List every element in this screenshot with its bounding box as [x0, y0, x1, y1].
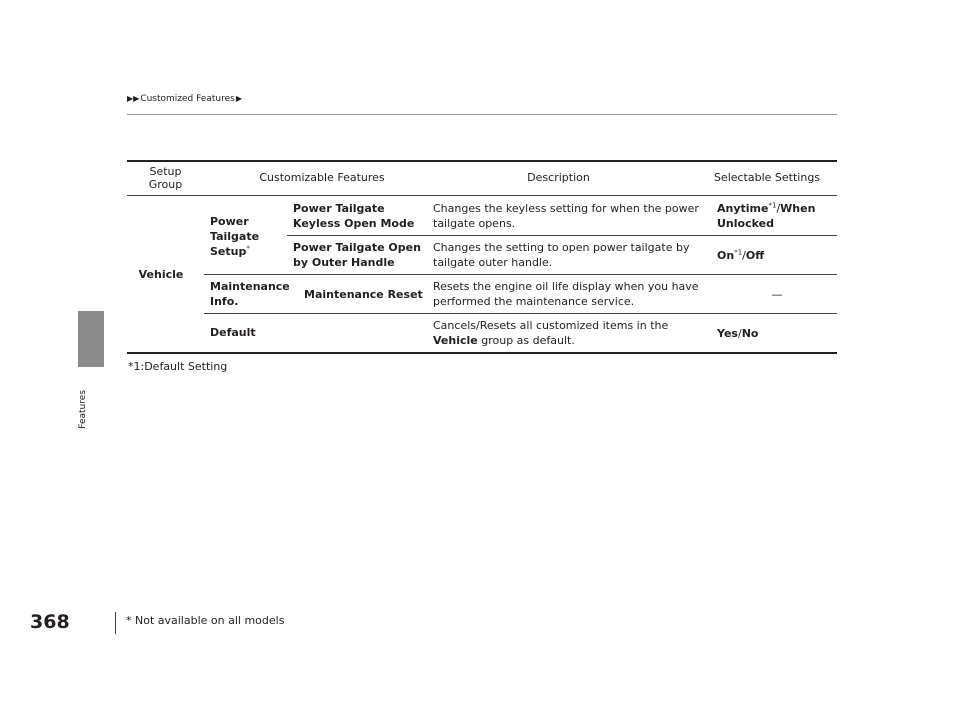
feature-open-by-outer-handle [293, 240, 433, 270]
page-number: 368 [30, 611, 70, 633]
feature-text: Keyless Open Mode [293, 217, 415, 230]
subgroup-text: Power [210, 215, 249, 228]
setting-option: On [717, 249, 735, 262]
setting-keyless [717, 201, 837, 231]
breadcrumb-arrow-icon: ▶▶ [127, 94, 140, 103]
subgroup-default: Default [210, 326, 256, 339]
group-vehicle: Vehicle [138, 268, 184, 281]
default-setting-footnote: *1:Default Setting [128, 360, 228, 373]
footer-divider [115, 612, 116, 634]
feature-maintenance-reset: Maintenance Reset [304, 288, 423, 301]
row-divider [204, 274, 837, 275]
setting-option: Anytime [717, 202, 769, 215]
subgroup-text: Setup [210, 245, 247, 258]
header-selectable-settings: Selectable Settings [713, 171, 821, 184]
header-rule-bottom [127, 195, 837, 196]
breadcrumb [127, 94, 242, 104]
header-rule [127, 114, 837, 115]
setting-separator: / [742, 249, 746, 262]
setting-default [717, 326, 837, 341]
header-text: Group [148, 178, 183, 191]
breadcrumb-arrow-icon: ▶ [235, 94, 242, 103]
subgroup-text: Maintenance [210, 280, 290, 293]
feature-keyless-open-mode [293, 201, 433, 231]
feature-text: by Outer Handle [293, 256, 395, 269]
description-text: Changes the setting to open power tailgate by [433, 241, 690, 254]
feature-text: Power Tailgate [293, 202, 385, 215]
header-customizable-features: Customizable Features [259, 171, 385, 184]
setting-separator: / [776, 202, 781, 215]
description-keyless [433, 201, 708, 231]
description-text: tailgate outer handle. [433, 256, 553, 269]
description-default [433, 318, 708, 348]
row-divider [204, 313, 837, 314]
description-text: group as default. [477, 334, 575, 347]
section-tab-marker [78, 311, 104, 367]
footnote-marker: *1 [734, 248, 743, 257]
header-setup-group [127, 165, 204, 191]
description-maintenance [433, 279, 708, 309]
footnote-marker: * [246, 244, 250, 253]
description-outer-handle [433, 240, 708, 270]
description-text: Changes the keyless setting for when the power [433, 202, 699, 215]
setting-option: Unlocked [717, 217, 774, 230]
subgroup-text: Tailgate [210, 230, 260, 243]
subgroup-maintenance-info [210, 279, 290, 309]
subgroup-power-tailgate [210, 214, 285, 259]
section-side-label: Features [78, 390, 88, 429]
table-top-rule [127, 160, 837, 162]
setting-maintenance: — [771, 288, 783, 301]
description-text: Resets the engine oil life display when you have [433, 280, 699, 293]
description-text: Cancels/Resets all customized items in the [433, 319, 669, 332]
header-text: Setup [149, 165, 182, 178]
breadcrumb-link[interactable]: Customized Features [140, 94, 235, 104]
setting-option: When [780, 202, 816, 215]
setting-option: Off [745, 249, 765, 262]
availability-footnote: * Not available on all models [126, 614, 285, 627]
setting-separator: / [737, 327, 742, 340]
subgroup-text: Info. [210, 295, 239, 308]
footnote-marker: *1 [768, 201, 777, 210]
header-description: Description [527, 171, 590, 184]
description-text: tailgate opens. [433, 217, 516, 230]
description-text: performed the maintenance service. [433, 295, 635, 308]
setting-option: No [741, 327, 759, 340]
row-divider [287, 235, 837, 236]
setting-option: Yes [717, 327, 738, 340]
feature-text: Power Tailgate Open [293, 241, 421, 254]
table-bottom-rule [127, 352, 837, 354]
setting-outer-handle [717, 248, 837, 263]
description-bold-text: Vehicle [433, 334, 478, 347]
